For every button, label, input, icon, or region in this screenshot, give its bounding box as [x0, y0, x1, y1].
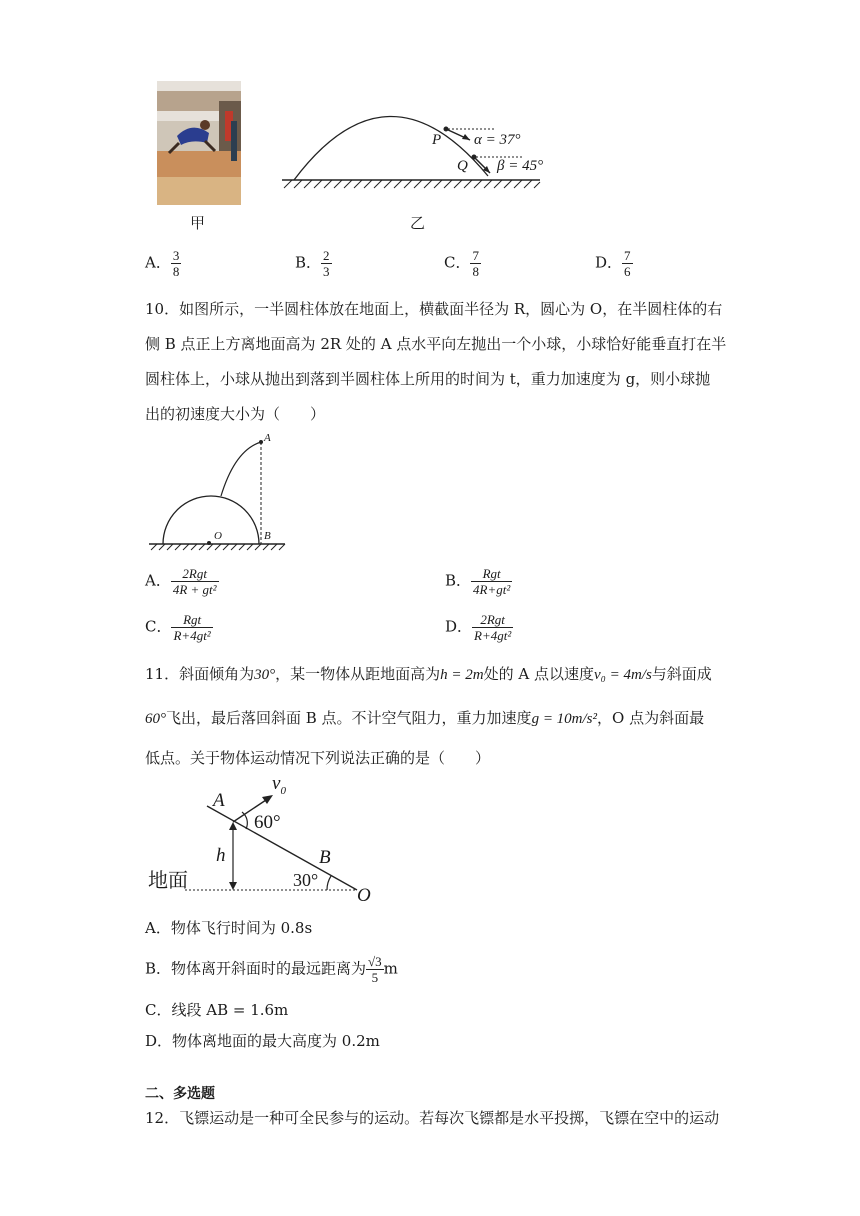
option-fraction: $\frac{3}{8}$ [172, 248, 180, 279]
q10-option-d[interactable] [445, 612, 513, 643]
q9-option-d[interactable] [595, 248, 633, 279]
label-beta: β = 45° [497, 158, 544, 174]
option-fraction: $\frac{\text{Rgt}}{\text{4R+gt²}}$ [473, 566, 511, 597]
q10-line-3: 圆柱体上，小球从抛出到落到半圆柱体上所用的时间为 t，重力加速度为 g，则小球抛 [145, 370, 711, 388]
option-fraction: $\frac{7}{8}$ [472, 248, 479, 279]
label-B: B [264, 530, 271, 542]
q10-line-1: 10．如图所示，一半圆柱体放在地面上，横截面半径为 R，圆心为 O，在半圆柱体的右 [145, 300, 723, 318]
label-v0: $v_0$ [272, 773, 286, 797]
option-letter: D． [595, 253, 623, 272]
option-letter: B． [295, 253, 322, 272]
label-O: O [357, 885, 371, 906]
label-O: O [214, 530, 222, 542]
figure-label-right: 乙 [410, 214, 426, 232]
label-h: h [216, 845, 226, 866]
label-B: B [319, 847, 331, 868]
q11-line-1: 11．斜面倾角为30°，某一物体从距地面高为h = 2m处的 A 点以速度v₀ = 4m/s与斜面成 [145, 665, 712, 683]
q9-option-c[interactable] [444, 248, 481, 279]
q10-option-a[interactable] [145, 566, 219, 597]
q11-option-b[interactable] [145, 954, 398, 985]
option-fraction: $\frac{2}{3}$ [323, 248, 330, 279]
option-fraction: $\frac{7}{6}$ [624, 248, 631, 279]
section-title: 二、多选题 [145, 1086, 215, 1102]
q11-option-d[interactable]: D．物体离地面的最大高度为 0.2m [145, 1032, 380, 1050]
option-fraction: $\frac{\text{2Rgt}}{\text{R+4gt²}}$ [474, 612, 512, 643]
label-alpha: α = 37° [474, 132, 521, 148]
trajectory-diagram [278, 110, 558, 190]
q10-option-b[interactable] [445, 566, 512, 597]
label-P: P [432, 132, 442, 148]
q10-option-c[interactable] [145, 612, 213, 643]
option-text: B．物体离开斜面时的最远距离为 [145, 959, 367, 978]
option-fraction: $\frac{√3}{5}$ [368, 954, 382, 985]
option-letter: C． [145, 617, 172, 636]
q9-option-b[interactable] [295, 248, 332, 279]
figure-label-left: 甲 [190, 214, 206, 232]
q12-line-1: 12．飞镖运动是一种可全民参与的运动。若每次飞镖都是水平投掷，飞镖在空中的运动 [145, 1109, 720, 1127]
option-letter: D． [445, 617, 473, 636]
q9-option-a[interactable] [145, 248, 181, 279]
option-letter: C． [444, 253, 471, 272]
q11-line-2: 60°飞出，最后落回斜面 B 点。不计空气阻力，重力加速度g = 10m/s²，O 点为斜面最 [145, 709, 705, 727]
option-unit: m [383, 959, 398, 978]
q11-option-c[interactable]: C．线段 AB = 1.6m [145, 1001, 289, 1019]
label-ground: 地面 [148, 868, 188, 892]
option-letter: A． [145, 253, 171, 272]
q10-line-4: 出的初速度大小为（ ） [145, 405, 326, 423]
label-A: A [264, 432, 271, 444]
option-letter: A． [145, 571, 171, 590]
q11-line-3: 低点。关于物体运动情况下列说法正确的是（ ） [145, 749, 491, 767]
q10-line-2: 侧 B 点正上方离地面高为 2R 处的 A 点水平向左抛出一个小球，小球恰好能垂直打在半 [145, 335, 727, 353]
q11-option-a[interactable]: A．物体飞行时间为 0.8s [145, 919, 313, 937]
option-fraction: $\frac{\text{Rgt}}{\text{R+4gt²}}$ [173, 612, 211, 643]
option-fraction: $\frac{\text{2Rgt}}{\text{4R + gt²}}$ [172, 566, 217, 597]
label-angle-30: 30° [293, 870, 319, 890]
label-angle-60: 60° [254, 812, 281, 833]
label-Q: Q [457, 158, 468, 174]
option-letter: B． [445, 571, 472, 590]
label-A: A [213, 790, 225, 811]
long-jump-photo [157, 81, 241, 205]
